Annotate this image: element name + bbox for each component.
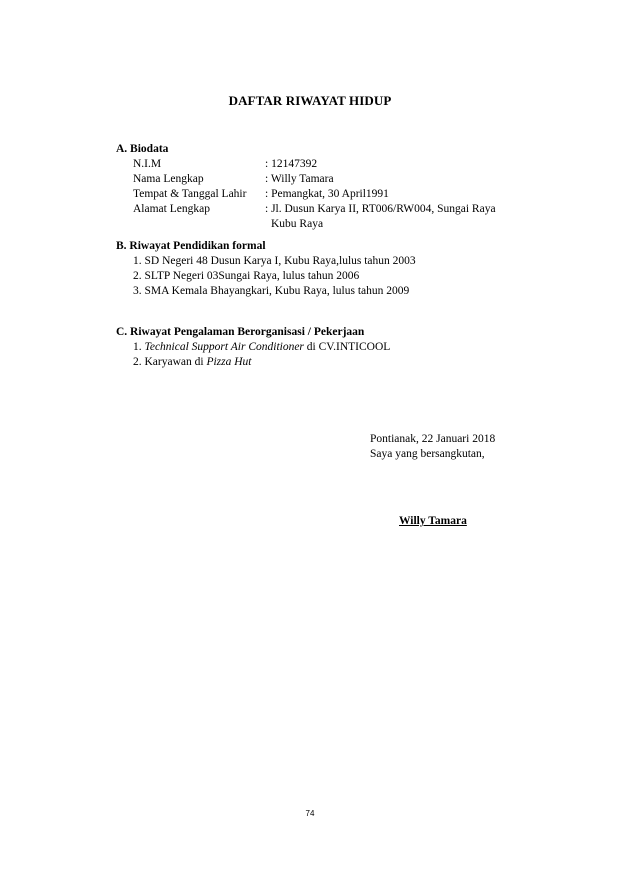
biodata-row-name [133, 173, 533, 188]
list-item-prefix: 2. Karyawan di [133, 356, 207, 368]
biodata-row-nim [133, 158, 533, 173]
biodata-label: N.I.M [133, 158, 162, 170]
section-heading-biodata: A. Biodata [116, 143, 169, 155]
list-item: 1. SD Negeri 48 Dusun Karya I, Kubu Raya,lulus tahun 2003 [133, 255, 416, 267]
biodata-label: Nama Lengkap [133, 173, 204, 185]
section-heading-experience: C. Riwayat Pengalaman Berorganisasi / Pekerjaan [116, 326, 365, 338]
biodata-row-birth [133, 188, 533, 203]
biodata-address-continuation: Kubu Raya [271, 218, 324, 230]
list-item-italic: Technical Support Air Conditioner [144, 341, 304, 353]
list-item [133, 356, 252, 368]
page-title: DAFTAR RIWAYAT HIDUP [228, 93, 392, 108]
list-item-rest: di CV.INTICOOL [303, 341, 391, 353]
list-item: 3. SMA Kemala Bhayangkari, Kubu Raya, lulus tahun 2009 [133, 285, 410, 297]
biodata-value: : 12147392 [265, 158, 318, 170]
biodata-row-address [133, 203, 533, 218]
section-heading-education: B. Riwayat Pendidikan formal [116, 240, 266, 252]
list-item-italic: Pizza Hut [206, 356, 252, 368]
signature-place-date: Pontianak, 22 Januari 2018 [370, 433, 496, 445]
biodata-value: : Pemangkat, 30 April1991 [265, 188, 389, 200]
biodata-label: Alamat Lengkap [133, 203, 210, 215]
list-item: 2. SLTP Negeri 03Sungai Raya, lulus tahun 2006 [133, 270, 360, 282]
signature-statement: Saya yang bersangkutan, [370, 448, 485, 460]
list-item [133, 341, 390, 353]
biodata-label: Tempat & Tanggal Lahir [133, 188, 247, 200]
signer-name: Willy Tamara [399, 515, 467, 527]
list-item-number: 1. [133, 341, 145, 353]
biodata-value: : Jl. Dusun Karya II, RT006/RW004, Sungai Raya [265, 203, 496, 215]
page-number: 74 [305, 809, 315, 818]
biodata-value: : Willy Tamara [265, 173, 334, 185]
